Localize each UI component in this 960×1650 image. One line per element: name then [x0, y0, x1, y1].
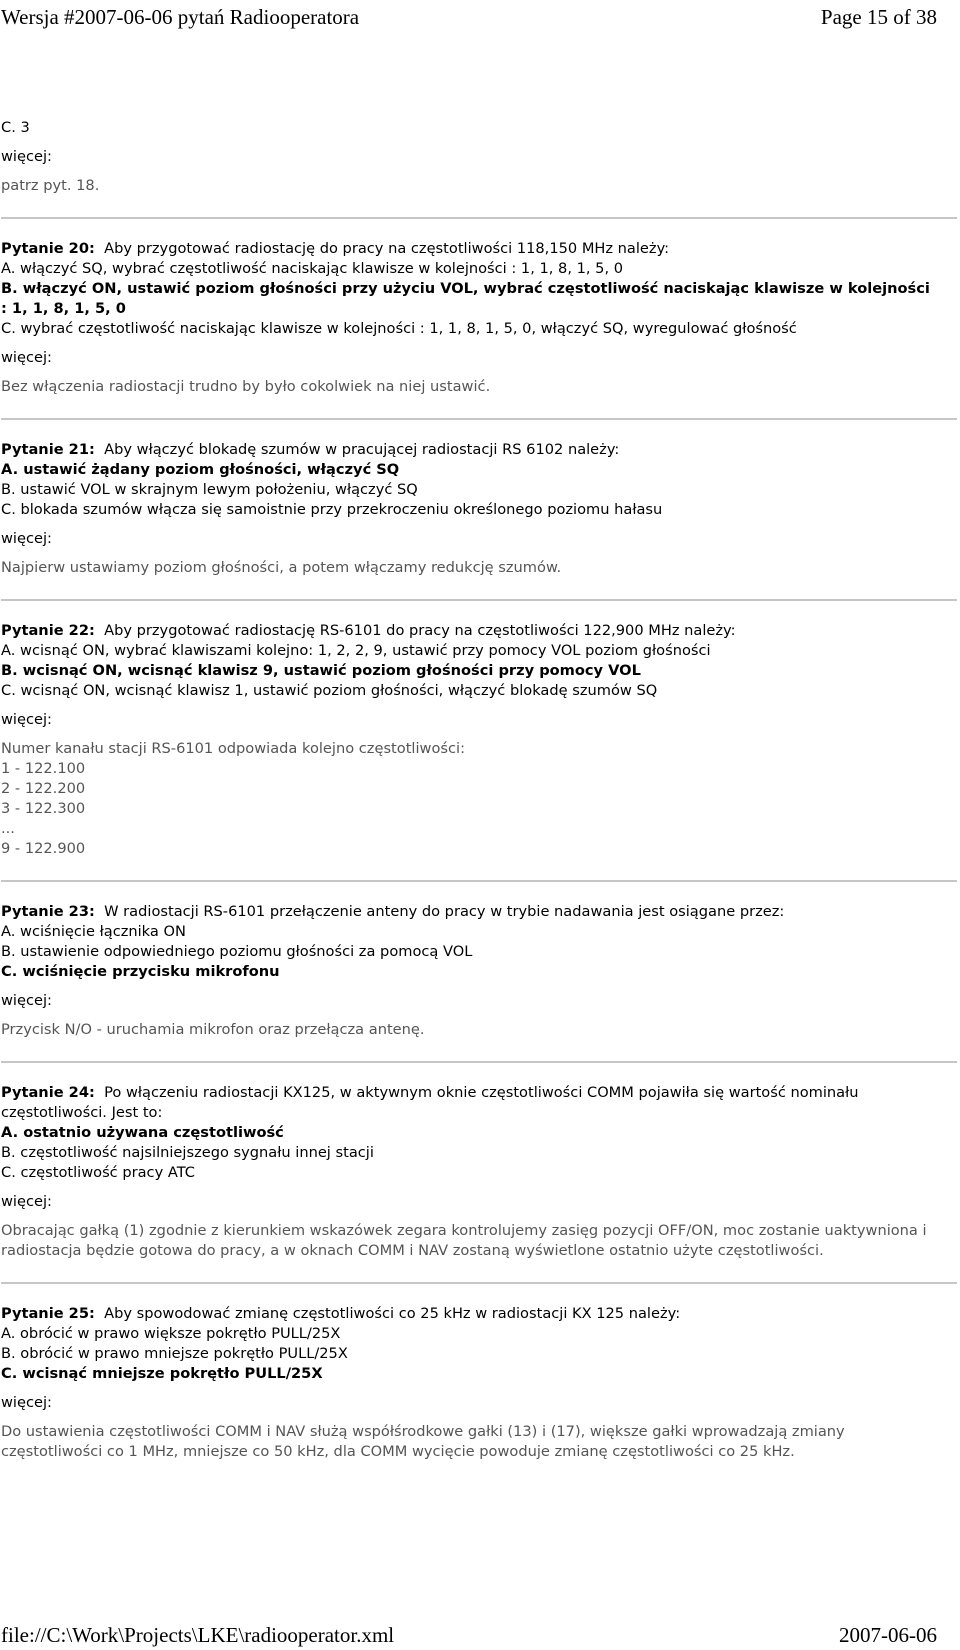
explanation: patrz pyt. 18.	[1, 177, 100, 194]
answer-b: B. wcisnąć ON, wcisnąć klawisz 9, ustawić poziom głośności przy pomocy VOL	[1, 662, 641, 679]
explanation-line: 2 - 122.200	[1, 780, 86, 797]
question-text: Aby spowodować zmianę częstotliwości co 25 kHz w radiostacji KX 125 należy:	[104, 1305, 681, 1322]
explanation	[1, 377, 953, 397]
question-text: W radiostacji RS-6101 przełączenie anteny do pracy w trybie nadawania jest osiągane przez:	[104, 903, 785, 920]
question-label: Pytanie 22:	[1, 622, 95, 639]
explanation-line: Obracając gałką (1) zgodnie z kierunkiem wskazówek zegara kontrolujemy zasięg pozycji OFF/ON, moc zostanie uaktywniona i radiostacja będzie gotowa do pracy, a w oknach COMM i NAV zostaną wyświetlone ostatnio użyte częstotliwości.	[1, 1222, 927, 1259]
more-label: więcej:	[1, 711, 52, 728]
explanation-line: 3 - 122.300	[1, 800, 86, 817]
question-label: Pytanie 24:	[1, 1084, 95, 1101]
footer-file-path: file://C:\Work\Projects\LKE\radiooperator.xml	[1, 1622, 395, 1647]
answer-b: B. ustawić VOL w skrajnym lewym położeniu, włączyć SQ	[1, 481, 418, 498]
answer-a: A. ustawić żądany poziom głośności, włączyć SQ	[1, 461, 400, 478]
answer-a: A. wcisnąć ON, wybrać klawiszami kolejno: 1, 2, 2, 9, ustawić przy pomocy VOL poziom głośności	[1, 642, 711, 659]
page-content	[1, 118, 953, 1462]
answer-a: A. włączyć SQ, wybrać częstotliwość naciskając klawisze w kolejności : 1, 1, 8, 1, 5, 0	[1, 260, 624, 277]
question-label: Pytanie 20:	[1, 240, 95, 257]
answer-c: C. wybrać częstotliwość naciskając klawisze w kolejności : 1, 1, 8, 1, 5, 0, włączyć SQ, wyregulować głośność	[1, 320, 797, 337]
page-footer	[0, 1620, 937, 1650]
question-text: Aby przygotować radiostację RS-6101 do pracy na częstotliwości 122,900 MHz należy:	[104, 622, 736, 639]
footer-date: 2007-06-06	[839, 1622, 937, 1647]
question-header	[1, 1304, 953, 1324]
question-23	[1, 902, 953, 1040]
question-label: Pytanie 23:	[1, 903, 95, 920]
question-text: Aby włączyć blokadę szumów w pracującej radiostacji RS 6102 należy:	[104, 441, 620, 458]
page-header	[0, 0, 937, 34]
question-20	[1, 239, 953, 397]
explanation-line: Przycisk N/O - uruchamia mikrofon oraz przełącza antenę.	[1, 1021, 425, 1038]
answer-a: A. wciśnięcie łącznika ON	[1, 923, 186, 940]
explanation	[1, 739, 953, 859]
more-label: więcej:	[1, 1193, 52, 1210]
answer-c: C. wcisnąć mniejsze pokrętło PULL/25X	[1, 1365, 323, 1382]
question-24	[1, 1083, 953, 1261]
explanation	[1, 558, 953, 578]
explanation	[1, 1221, 953, 1261]
answer-c: C. wciśnięcie przycisku mikrofonu	[1, 963, 280, 980]
separator	[1, 880, 957, 882]
top-answer: C. 3	[1, 119, 30, 136]
answer-b: B. obrócić w prawo mniejsze pokrętło PULL/25X	[1, 1345, 348, 1362]
answer-c: C. wcisnąć ON, wcisnąć klawisz 1, ustawić poziom głośności, włączyć blokadę szumów SQ	[1, 682, 658, 699]
more-label: więcej:	[1, 1394, 52, 1411]
answer-c: C. blokada szumów włącza się samoistnie przy przekroczeniu określonego poziomu hałasu	[1, 501, 663, 518]
separator	[1, 1061, 957, 1063]
separator	[1, 1282, 957, 1284]
question-label: Pytanie 25:	[1, 1305, 95, 1322]
question-21	[1, 440, 953, 578]
question-22	[1, 621, 953, 859]
explanation-line: Bez włączenia radiostacji trudno by było cokolwiek na niej ustawić.	[1, 378, 491, 395]
question-header	[1, 1083, 937, 1123]
header-page-number: Page 15 of 38	[820, 4, 937, 29]
question-header	[1, 621, 953, 641]
answer-b: B. częstotliwość najsilniejszego sygnału innej stacji	[1, 1144, 374, 1161]
more-label: więcej:	[1, 148, 52, 165]
answer-a: A. obrócić w prawo większe pokrętło PULL/25X	[1, 1325, 341, 1342]
question-header	[1, 902, 953, 922]
explanation-line: ...	[1, 820, 15, 837]
more-label: więcej:	[1, 992, 52, 1009]
explanation	[1, 1020, 953, 1040]
more-label: więcej:	[1, 530, 52, 547]
separator	[1, 418, 957, 420]
header-title: Wersja #2007-06-06 pytań Radiooperatora	[1, 4, 360, 29]
explanation-line: Najpierw ustawiamy poziom głośności, a potem włączamy redukcję szumów.	[1, 559, 562, 576]
question-25	[1, 1304, 953, 1462]
question-label: Pytanie 21:	[1, 441, 95, 458]
answer-c: C. częstotliwość pracy ATC	[1, 1164, 195, 1181]
explanation-line: 9 - 122.900	[1, 840, 86, 857]
question-header	[1, 440, 953, 460]
separator	[1, 599, 957, 601]
question-header	[1, 239, 953, 259]
explanation-line: Do ustawienia częstotliwości COMM i NAV służą współśrodkowe gałki (13) i (17), większe gałki wprowadzają zmiany częstotliwości co 1 MHz, mniejsze co 50 kHz, dla COMM wycięcie powoduje zmianę częstotliwości co 25 kHz.	[1, 1423, 845, 1460]
more-label: więcej:	[1, 349, 52, 366]
question-text: Aby przygotować radiostację do pracy na częstotliwości 118,150 MHz należy:	[104, 240, 670, 257]
separator	[1, 217, 957, 219]
explanation	[1, 1422, 953, 1462]
answer-a: A. ostatnio używana częstotliwość	[1, 1124, 284, 1141]
explanation-line: 1 - 122.100	[1, 760, 86, 777]
answer-b: B. włączyć ON, ustawić poziom głośności przy użyciu VOL, wybrać częstotliwość naciskając klawisze w kolejności : 1, 1, 8, 1, 5, 0	[1, 280, 930, 317]
answer-b: B. ustawienie odpowiedniego poziomu głośności za pomocą VOL	[1, 943, 473, 960]
explanation-line: Numer kanału stacji RS-6101 odpowiada kolejno częstotliwości:	[1, 740, 465, 757]
question-text: Po włączeniu radiostacji KX125, w aktywnym oknie częstotliwości COMM pojawiła się wartość nominału częstotliwości. Jest to:	[1, 1084, 859, 1121]
